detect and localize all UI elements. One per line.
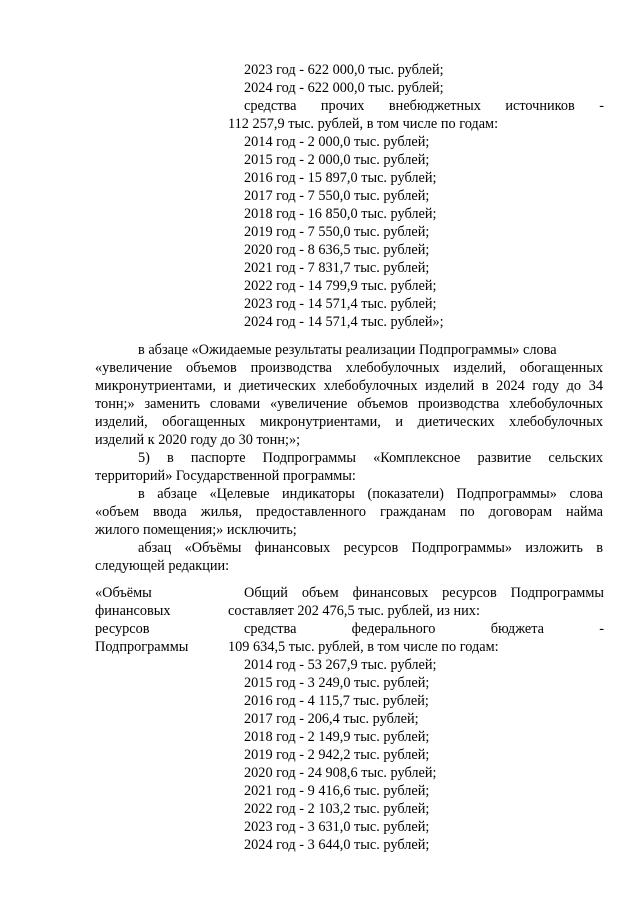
paragraph-line: абзац «Объёмы финансовых ресурсов Подпрограммы» изложить в — [138, 540, 603, 556]
federal-heading: средства федерального бюджета - — [244, 621, 604, 637]
paragraph-line: «увеличение объемов производства хлебобулочных изделий, обогащенных — [95, 360, 603, 376]
other-sources-total: 112 257,9 тыс. рублей, в том числе по годам: — [228, 116, 499, 132]
total-line: Общий объем финансовых ресурсов Подпрограммы — [244, 585, 604, 601]
paragraph-line: изделий к 2020 году до 30 тонн;»; — [95, 432, 301, 448]
year-line: 2020 год - 24 908,6 тыс. рублей; — [244, 765, 437, 781]
paragraph-line: в абзаце «Целевые индикаторы (показатели) Подпрограммы» слова — [138, 486, 603, 502]
paragraph-line: «объем ввода жилья, предоставленного гражданам по договорам найма — [95, 504, 603, 520]
year-line: 2016 год - 4 115,7 тыс. рублей; — [244, 693, 429, 709]
label-line: Подпрограммы — [95, 639, 189, 655]
paragraph-line: микронутриентами, и диетических хлебобулочных изделий в 2024 году до 34 — [95, 378, 603, 394]
label-line: «Объёмы — [95, 585, 152, 601]
year-line: 2024 год - 622 000,0 тыс. рублей; — [244, 80, 444, 96]
year-line: 2019 год - 7 550,0 тыс. рублей; — [244, 224, 430, 240]
year-line: 2024 год - 3 644,0 тыс. рублей; — [244, 837, 430, 853]
paragraph-line: территорий» Государственной программы: — [95, 468, 356, 484]
year-line: 2019 год - 2 942,2 тыс. рублей; — [244, 747, 430, 763]
year-line: 2014 год - 2 000,0 тыс. рублей; — [244, 134, 430, 150]
year-line: 2018 год - 2 149,9 тыс. рублей; — [244, 729, 430, 745]
paragraph-line: тонн;» заменить словами «увеличение объемов производства хлебобулочных — [95, 396, 603, 412]
year-line: 2017 год - 7 550,0 тыс. рублей; — [244, 188, 430, 204]
label-line: ресурсов — [95, 621, 150, 637]
year-line: 2023 год - 14 571,4 тыс. рублей; — [244, 296, 437, 312]
year-line: 2023 год - 622 000,0 тыс. рублей; — [244, 62, 444, 78]
year-line: 2015 год - 3 249,0 тыс. рублей; — [244, 675, 430, 691]
year-line: 2016 год - 15 897,0 тыс. рублей; — [244, 170, 437, 186]
paragraph-line: жилого помещения;» исключить; — [95, 522, 297, 538]
other-sources-heading: средства прочих внебюджетных источников - — [244, 98, 604, 114]
label-line: финансовых — [95, 603, 171, 619]
year-line: 2020 год - 8 636,5 тыс. рублей; — [244, 242, 430, 258]
year-line: 2024 год - 14 571,4 тыс. рублей»; — [244, 314, 444, 330]
paragraph-line: следующей редакции: — [95, 558, 230, 574]
paragraph-line: изделий, обогащенных микронутриентами, и диетических хлебобулочных — [95, 414, 603, 430]
year-line: 2018 год - 16 850,0 тыс. рублей; — [244, 206, 437, 222]
year-line: 2023 год - 3 631,0 тыс. рублей; — [244, 819, 430, 835]
year-line: 2022 год - 14 799,9 тыс. рублей; — [244, 278, 437, 294]
federal-total: 109 634,5 тыс. рублей, в том числе по годам: — [228, 639, 499, 655]
year-line: 2022 год - 2 103,2 тыс. рублей; — [244, 801, 430, 817]
year-line: 2021 год - 7 831,7 тыс. рублей; — [244, 260, 430, 276]
year-line: 2017 год - 206,4 тыс. рублей; — [244, 711, 419, 727]
total-line: составляет 202 476,5 тыс. рублей, из них: — [228, 603, 480, 619]
paragraph-line: 5) в паспорте Подпрограммы «Комплексное развитие сельских — [138, 450, 603, 466]
year-line: 2015 год - 2 000,0 тыс. рублей; — [244, 152, 430, 168]
year-line: 2021 год - 9 416,6 тыс. рублей; — [244, 783, 430, 799]
year-line: 2014 год - 53 267,9 тыс. рублей; — [244, 657, 437, 673]
paragraph-line: в абзаце «Ожидаемые результаты реализации Подпрограммы» слова — [138, 342, 557, 358]
